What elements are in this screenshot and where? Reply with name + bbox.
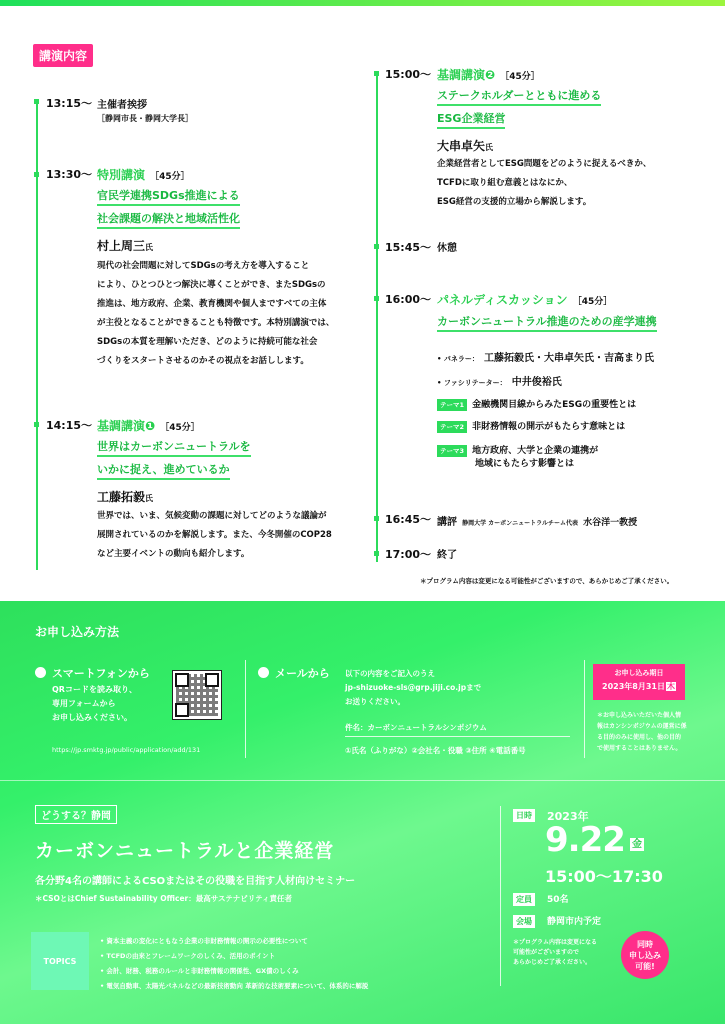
timeline-dot	[374, 244, 379, 249]
simultaneous-apply-badge	[621, 931, 669, 979]
date-label: 日時	[513, 809, 535, 822]
closing-label: 終了	[437, 550, 457, 561]
deadline-box	[593, 664, 685, 700]
timeline-dot	[374, 71, 379, 76]
theme-text: 非財務情報の開示がもたらす意味とは	[472, 422, 626, 432]
theme-3-continuation: 地域にもたらす影響とは	[475, 459, 575, 469]
theme-3	[437, 438, 598, 457]
description-line: 展開されているのかを解説します。また、今冬開催のCOP28	[97, 530, 332, 540]
reviewer-org: 静岡大学 カーボンニュートラルチーム代表	[462, 520, 579, 527]
panel-title: パネルディスカッション	[437, 293, 568, 307]
panelists-label: • パネラー：	[437, 355, 479, 363]
privacy-line: で使用することはありません。	[597, 745, 682, 752]
mail-instructions	[345, 667, 481, 709]
keynote2-description	[437, 155, 707, 212]
section-divider	[0, 780, 725, 781]
event-tag: どうする？静岡	[35, 805, 117, 824]
break-label: 休憩	[437, 243, 457, 254]
deadline-label: お申し込み期日	[614, 669, 664, 677]
timeline-dot	[374, 516, 379, 521]
mail-fields: ①氏名（ふりがな）②会社名・役職 ③住所 ④電話番号	[345, 746, 526, 755]
description-line: など主要イベントの動向も紹介します。	[97, 549, 250, 559]
speaker-murakami	[97, 237, 153, 254]
top-accent-bar	[0, 0, 725, 6]
panel-duration: ［45分］	[572, 297, 613, 307]
panelists-row	[437, 346, 654, 365]
event-venue: 静岡市内予定	[547, 917, 602, 927]
special-lecture-description	[97, 257, 362, 371]
timeline-dot	[374, 551, 379, 556]
time-1330: 13:30～	[46, 168, 93, 181]
change-note-line: ＊プログラム内容は変更になる	[513, 939, 597, 946]
keynote2-heading-row	[437, 64, 540, 83]
qr-finder	[175, 673, 189, 687]
speaker-ogushi	[437, 137, 493, 154]
mail-icon	[258, 667, 269, 678]
theme-1	[437, 392, 636, 411]
speaker-honorific: 氏	[145, 243, 154, 252]
event-divider	[500, 806, 501, 986]
time-1315: 13:15～	[46, 97, 93, 110]
panel-subtitle: カーボンニュートラル推進のための産学連携	[437, 313, 657, 332]
reviewer-name: 水谷洋一教授	[583, 518, 638, 528]
theme-text: 地方政府、大学と企業の連携が	[472, 446, 599, 456]
theme-tag: テーマ2	[437, 421, 467, 433]
topic-item: • 資本主義の変化にともなう企業の非財務情報の開示の必要性について	[100, 937, 308, 945]
timeline-dot	[374, 296, 379, 301]
change-note-line: あらかじめご了承ください。	[513, 959, 592, 966]
event-change-note	[513, 938, 597, 968]
description-line: により、ひとつひとつ解決に導くことができ、またSDGsの	[97, 280, 326, 290]
left-timeline	[36, 100, 38, 570]
program-change-note: ＊プログラム内容は変更になる可能性がございますので、あらかじめご了承ください。	[420, 577, 674, 585]
speaker-name: 大串卓矢	[437, 139, 486, 153]
keynote1-subtitle-1: 世界はカーボンニュートラルを	[97, 438, 251, 457]
theme-2	[437, 414, 625, 433]
event-date: 9.22	[545, 820, 625, 860]
deadline-date-row	[593, 681, 685, 692]
badge-text: 同時 申し込み 可能!	[629, 939, 661, 971]
qr-finder	[205, 673, 219, 687]
mail-subject: 件名：カーボンニュートラルシンポジウム	[345, 722, 570, 737]
review-row	[437, 510, 637, 529]
time-1600: 16:00～	[385, 293, 432, 306]
time-1645: 16:45～	[385, 513, 432, 526]
facilitator-row	[437, 370, 562, 389]
smartphone-title: スマートフォンから	[52, 667, 150, 680]
theme-text: 金融機関目線からみたESGの重要性とは	[472, 400, 637, 410]
time-1700: 17:00～	[385, 548, 432, 561]
privacy-line: る目的のみに使用し、他の目的	[597, 734, 682, 741]
instruction-line: QRコードを読み取り、	[52, 685, 137, 694]
deadline-divider	[584, 660, 585, 758]
change-note-line: 可能性がございますので	[513, 949, 580, 956]
time-1415: 14:15～	[46, 419, 93, 432]
time-1500: 15:00～	[385, 68, 432, 81]
facilitator-name: 中井俊裕氏	[511, 377, 562, 388]
keynote2-subtitle-2: ESG企業経営	[437, 110, 505, 129]
apply-title: お申し込み方法	[35, 625, 120, 639]
smartphone-instructions	[52, 683, 137, 725]
topic-item: • 電気自動車、太陽光パネルなどの最新技術動向 革新的な技術要素について、体系的に解説	[100, 982, 369, 990]
description-line: SDGsの本質を理解いただき、どのように持続可能な社会	[97, 337, 318, 347]
timeline-dot	[34, 172, 39, 177]
special-lecture-subtitle-1: 官民学連携SDGs推進による	[97, 187, 240, 206]
topic-item: • 会計、財務、税務のルールと非財務情報の関係性、GX債のしくみ	[100, 967, 299, 975]
special-lecture-subtitle-2: 社会課題の解決と地域活性化	[97, 210, 240, 229]
venue-label: 会場	[513, 915, 535, 928]
speaker-name: 村上周三	[97, 239, 146, 253]
keynote1-description	[97, 507, 362, 564]
keynote1-duration: ［45分］	[160, 423, 200, 433]
topic-item: • TCFDの由来とフレームワークのしくみ、活用のポイント	[100, 952, 276, 960]
event-capacity: 50名	[547, 895, 569, 905]
theme-tag: テーマ3	[437, 445, 467, 457]
description-line: TCFDに取り組む意義とはなにか、	[437, 178, 573, 188]
qr-code[interactable]	[172, 670, 222, 720]
application-url[interactable]: https://jp.smktg.jp/public/application/add/131	[52, 746, 201, 754]
deadline-date: 2023年8月31日	[602, 682, 665, 691]
keynote2-duration: ［45分］	[500, 72, 540, 82]
speaker-honorific: 氏	[145, 494, 154, 503]
privacy-line: ＊お申し込みいただいた個人情	[597, 712, 682, 719]
instruction-line: 専用フォームから	[52, 699, 116, 708]
deadline-weekday: 木	[666, 682, 675, 691]
description-line: 世界では、いま、気候変動の課題に対してどのような議論が	[97, 511, 327, 521]
mail-title: メールから	[275, 667, 330, 680]
mail-address[interactable]: jp-shizuoke-sls@grp.jiji.co.jpまで	[345, 683, 482, 692]
description-line: が主役となることができることも特徴です。本特別講演では、	[97, 318, 335, 328]
mail-line: 以下の内容をご記入のうえ	[345, 669, 435, 678]
event-weekday: 金	[631, 839, 642, 850]
opening-remarks-heading: 主催者挨拶	[97, 100, 147, 111]
speaker-kudo	[97, 488, 153, 505]
event-date-row	[545, 820, 644, 860]
cso-note: ＊CSOとはChief Sustainability Officer：最高サステナビリティ責任者	[35, 894, 293, 903]
description-line: ESG経営の支援的立場から解説します。	[437, 197, 592, 207]
timeline-dot	[34, 422, 39, 427]
instruction-line: お申し込みください。	[52, 713, 132, 722]
qr-finder	[175, 703, 189, 717]
section-badge: 講演内容	[33, 44, 93, 67]
topics-badge: TOPICS	[31, 932, 89, 990]
right-timeline	[376, 72, 378, 562]
keynote2-title: 基調講演❷	[437, 68, 496, 82]
smartphone-icon	[35, 667, 46, 678]
event-time: 15:00～17:30	[545, 867, 663, 886]
privacy-note	[597, 710, 687, 754]
opening-remarks-hosts: ［静岡市長・静岡大学長］	[97, 114, 193, 123]
privacy-line: 報はカンシンポジウムの運営に係	[597, 723, 687, 730]
panelists-names: 工藤拓毅氏・大串卓矢氏・吉高まり氏	[484, 353, 655, 364]
special-lecture-duration: ［45分］	[150, 172, 190, 182]
time-1545: 15:45～	[385, 241, 432, 254]
keynote2-subtitle-1: ステークホルダーとともに進める	[437, 87, 601, 106]
theme-tag: テーマ1	[437, 399, 467, 411]
review-label: 講評	[437, 517, 457, 528]
description-line: 推進は、地方政府、企業、教育機関や個人まですべての主体	[97, 299, 327, 309]
speaker-name: 工藤拓毅	[97, 490, 146, 504]
topics-list	[100, 934, 368, 994]
mail-line: お送りください。	[345, 697, 405, 706]
event-year: 2023年	[547, 810, 589, 823]
apply-divider	[245, 660, 246, 758]
keynote1-title: 基調講演❶	[97, 419, 156, 433]
timeline-dot	[34, 99, 39, 104]
capacity-label: 定員	[513, 893, 535, 906]
speaker-honorific: 氏	[485, 143, 494, 152]
keynote1-subtitle-2: いかに捉え、進めているか	[97, 461, 230, 480]
keynote1-heading-row	[97, 415, 200, 434]
special-lecture-title: 特別講演	[97, 168, 146, 182]
special-lecture-heading-row	[97, 164, 190, 183]
panel-heading-row	[437, 289, 612, 308]
description-line: 現代の社会問題に対してSDGsの考え方を導入すること	[97, 261, 310, 271]
facilitator-label: • ファシリテーター：	[437, 379, 507, 387]
event-subtitle: 各分野4名の講師によるCSOまたはその役職を目指す人材向けセミナー	[35, 876, 356, 887]
event-title: カーボンニュートラルと企業経営	[35, 840, 335, 862]
description-line: 企業経営者としてESG問題をどのように捉えるべきか、	[437, 159, 652, 169]
description-line: づくりをスタートさせるのかその視点をお話しします。	[97, 356, 309, 366]
